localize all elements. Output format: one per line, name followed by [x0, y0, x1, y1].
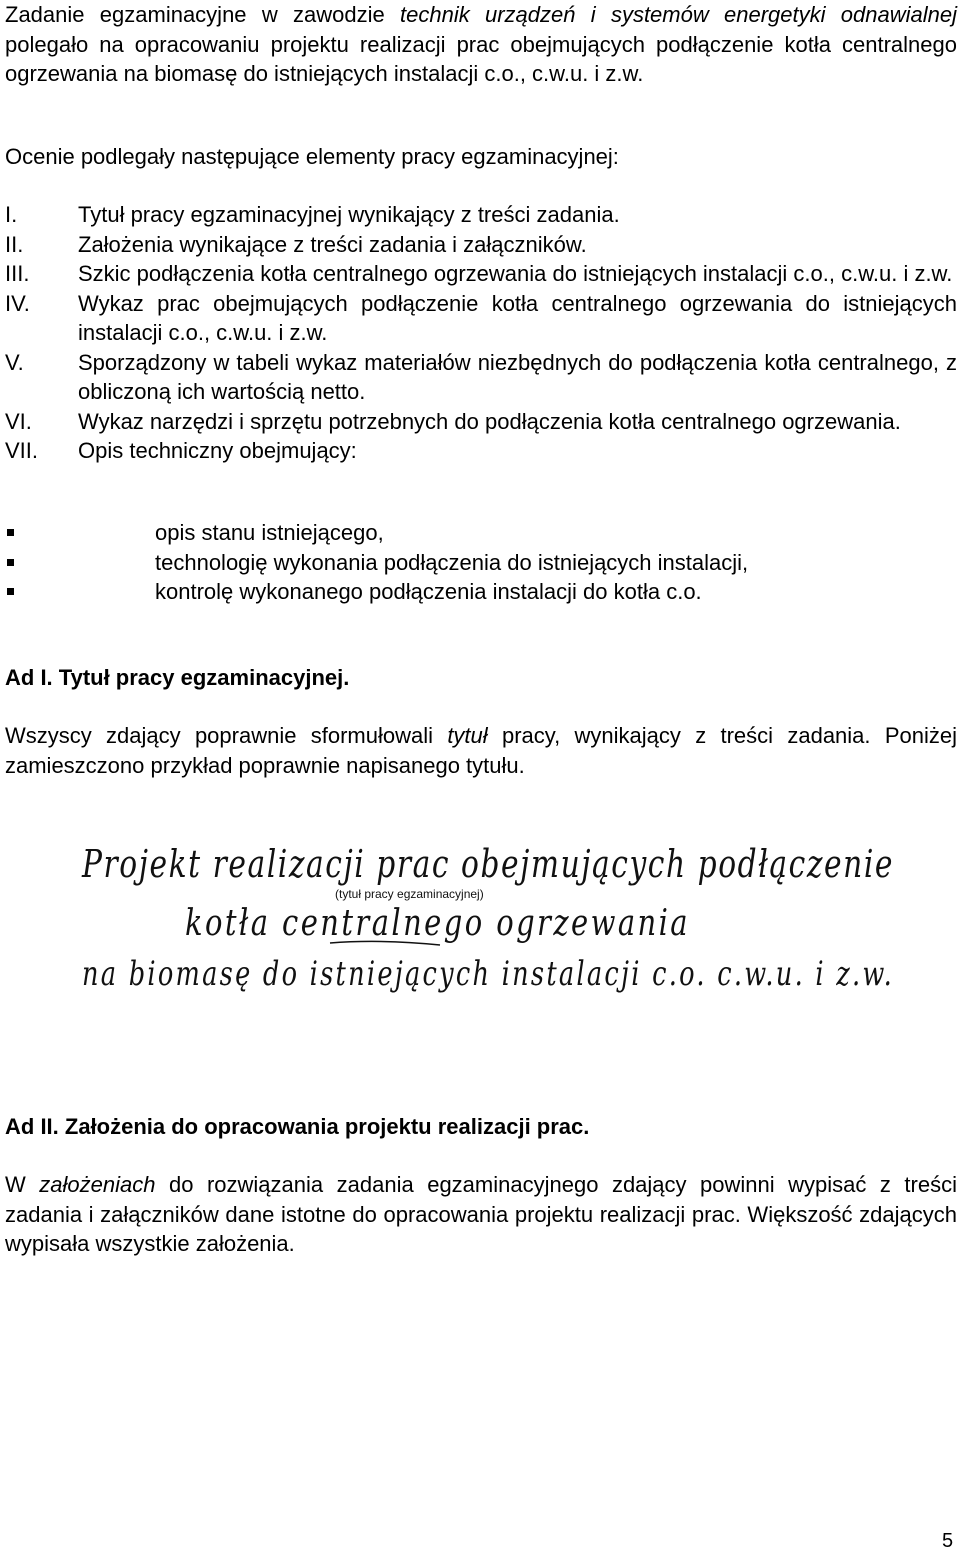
- list-item-number: II.: [5, 231, 24, 257]
- section-1-italic: tytuł: [447, 723, 488, 748]
- list-item-number: VI.: [5, 408, 32, 434]
- handwriting-svg: [80, 835, 900, 1025]
- section-2-heading: Ad II. Założenia do opracowania projektu realizacji prac.: [5, 1114, 590, 1139]
- list-item-number: III.: [5, 261, 30, 286]
- bullet-item: [5, 548, 957, 578]
- bullet-text: kontrolę wykonanego podłączenia instalacji do kotła c.o.: [155, 579, 702, 604]
- bullet-square-icon: [7, 588, 14, 595]
- list-item: [5, 259, 957, 289]
- bullet-square-icon: [7, 529, 14, 536]
- section-2-text-1: W: [5, 1172, 40, 1197]
- intro-profession: technik urządzeń i systemów energetyki odnawialnej: [400, 2, 958, 27]
- list-item-text: Szkic podłączenia kotła centralnego ogrzewania do istniejących instalacji c.o., c.w.u. i z.w.: [78, 261, 953, 286]
- section-2-paragraph: [5, 1170, 957, 1259]
- list-item-text: Wykaz prac obejmujących podłączenie kotła centralnego ogrzewania do istniejących instalacji c.o., c.w.u. i z.w.: [78, 290, 957, 345]
- list-item: [5, 348, 957, 407]
- bullet-item: [5, 577, 957, 607]
- list-item: [5, 289, 957, 348]
- list-item-text: Opis techniczny obejmujący:: [78, 438, 357, 463]
- list-item-text: Sporządzony w tabeli wykaz materiałów niezbędnych do podłączenia kotła centralnego, z obliczoną ich wartością netto.: [78, 349, 957, 404]
- handwritten-label: (tytuł pracy egzaminacyjnej): [335, 887, 484, 901]
- section-1-paragraph: [5, 721, 957, 780]
- intro-text-1: Zadanie egzaminacyjne w zawodzie: [5, 2, 400, 27]
- section-2-italic: założeniach: [39, 1172, 156, 1197]
- section-1-text-1: Wszyscy zdający poprawnie sformułowali: [5, 723, 448, 748]
- list-item-number: IV.: [5, 290, 30, 316]
- bullet-square-icon: [7, 559, 14, 566]
- bullet-text: technologię wykonania podłączenia do istniejących instalacji,: [155, 549, 749, 575]
- section-1-text-2: pracy, wynikający z treści zadania.: [487, 723, 871, 748]
- list-item-text: Wykaz narzędzi i sprzętu potrzebnych do podłączenia kotła centralnego ogrzewania.: [78, 408, 901, 434]
- handwritten-line-2: kotła centralnego ogrzewania: [185, 903, 690, 944]
- page-number: 5: [942, 1530, 954, 1552]
- intro-text-2: polegało na opracowaniu projektu realizacji prac obejmujących podłączenie kotła centralnego ogrzewania na biomasę do istniejących instalacji c.o., c.w.u. i z.w.: [5, 31, 957, 86]
- section-1-line-2: Poniżej zamieszczono przykład poprawnie napisanego tytułu.: [5, 723, 957, 778]
- list-item-number: I.: [5, 202, 18, 227]
- evaluation-intro: Ocenie podlegały następujące elementy pracy egzaminacyjnej:: [5, 144, 619, 169]
- list-item-number: VII.: [5, 438, 39, 463]
- list-item-text: Założenia wynikające z treści zadania i załączników.: [78, 231, 587, 257]
- section-1-line-1: [5, 723, 871, 748]
- section-2-text-2: do rozwiązania zadania egzaminacyjnego zdający powinni wypisać z treści zadania i załączników dane istotne do opracowania projektu realizacji prac. Większość zdających wypisała wszystkie założenia.: [5, 1172, 957, 1256]
- handwritten-line-3: na biomasę do istniejących instalacji c.o. c.w.u. i z.w.: [82, 954, 894, 994]
- handwritten-title-sample: [80, 835, 900, 1025]
- list-item: [5, 407, 957, 437]
- intro-paragraph: [5, 0, 957, 89]
- technical-description-bullets: [5, 518, 957, 607]
- section-1-heading: Ad I. Tytuł pracy egzaminacyjnej.: [5, 665, 350, 690]
- list-item: [5, 230, 957, 260]
- bullet-text: opis stanu istniejącego,: [155, 520, 384, 545]
- list-item: [5, 200, 957, 230]
- bullet-item: [5, 518, 957, 548]
- evaluation-elements-list: [5, 200, 957, 466]
- list-item: [5, 436, 957, 466]
- list-item-number: V.: [5, 349, 24, 375]
- list-item-text: Tytuł pracy egzaminacyjnej wynikający z treści zadania.: [78, 202, 620, 227]
- handwritten-line-1: Projekt realizacji prac obejmujących podłączenie: [81, 842, 894, 886]
